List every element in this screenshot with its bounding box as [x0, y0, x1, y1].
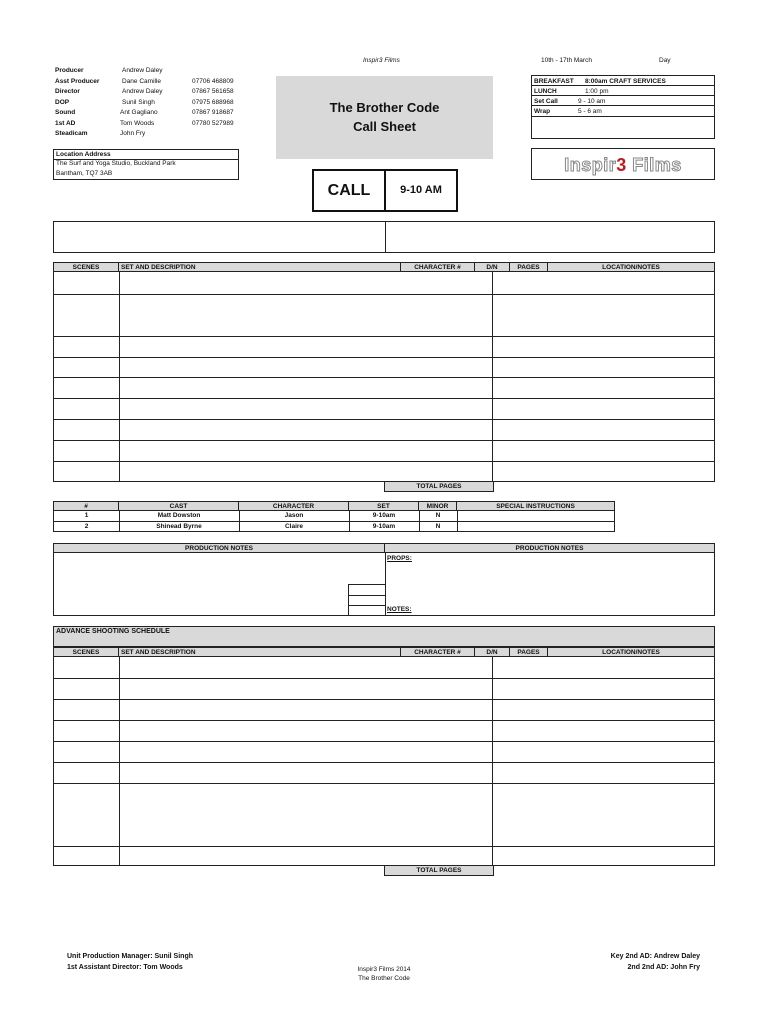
schedule-label: BREAKFAST — [534, 78, 574, 85]
crew-name: Sunil Singh — [122, 98, 155, 106]
cast-set: 9-10am — [372, 512, 396, 519]
col-location-notes: LOCATION/NOTES — [602, 649, 660, 656]
call-time: 9-10 AM — [400, 184, 442, 196]
row-line — [54, 678, 714, 679]
col-scenes: SCENES — [54, 648, 119, 656]
crew-name: Tom Woods — [120, 119, 155, 127]
row-line — [54, 846, 714, 847]
company-logo — [532, 155, 714, 176]
sheet-title: The Brother Code — [329, 100, 440, 115]
schedule-value: 1:00 pm — [585, 88, 609, 95]
row-line — [54, 440, 714, 441]
cast-name: Shinead Byrne — [156, 522, 202, 530]
crew-phone: 07867 561658 — [192, 88, 234, 95]
footer-1st-ad: 1st Assistant Director: Tom Woods — [67, 964, 183, 971]
row-line — [54, 419, 714, 420]
scenes-body — [53, 271, 715, 482]
crew-role: Producer — [55, 67, 84, 74]
col-pages: PAGES — [510, 263, 548, 271]
schedule-label: Wrap — [534, 108, 551, 115]
col-set-description: SET AND DESCRIPTION — [119, 648, 401, 656]
header-company: Inspir3 Films — [363, 57, 400, 64]
col-scenes: SCENES — [54, 263, 119, 271]
cast-body — [53, 510, 615, 532]
col-character: CHARACTER — [239, 502, 349, 510]
location-label: Location Address — [56, 151, 111, 158]
advance-title: ADVANCE SHOOTING SCHEDULE — [56, 628, 170, 635]
col-dn: D/N — [475, 263, 510, 271]
crew-name: Ant Gagliano — [120, 109, 158, 116]
row-line — [349, 595, 385, 596]
call-label: CALL — [314, 171, 386, 210]
crew-role: Asst Producer — [55, 77, 100, 85]
crew-role: Steadicam — [55, 130, 88, 137]
footer-key-2nd-ad: Key 2nd AD: Andrew Daley — [610, 953, 700, 960]
title-box — [276, 76, 493, 159]
row-line — [54, 377, 714, 378]
header-day-label: Day — [659, 57, 671, 64]
row-line — [54, 783, 714, 784]
logo-word-c: Films — [626, 155, 682, 175]
cast-character: Claire — [284, 522, 304, 530]
crew-role: 1st AD — [55, 119, 76, 127]
col-character: CHARACTER # — [401, 648, 475, 656]
col-special: SPECIAL INSTRUCTIONS — [496, 503, 575, 510]
footer-upm: Unit Production Manager: Sunil Singh — [67, 953, 193, 960]
location-line2: Bantham, TQ7 3AB — [56, 170, 113, 177]
schedule-box — [531, 75, 715, 139]
row-line — [54, 741, 714, 742]
col-set: SET — [349, 502, 419, 510]
row-line — [54, 720, 714, 721]
crew-phone: 07975 688968 — [192, 98, 234, 106]
crew-name: Dane Camille — [122, 77, 162, 85]
cast-minor: N — [435, 522, 441, 530]
notes-label: NOTES: — [387, 606, 412, 613]
col-pages: PAGES — [510, 648, 548, 656]
advance-body — [53, 656, 715, 866]
cast-name: Matt Dowston — [157, 512, 201, 519]
location-line1: The Surf and Yoga Studio, Buckland Park — [56, 160, 176, 167]
advance-total-pages-label: TOTAL PAGES — [384, 865, 494, 876]
divider — [385, 553, 386, 615]
cast-num: 2 — [84, 522, 89, 530]
crew-role: DOP — [55, 98, 70, 106]
crew-role: Director — [55, 88, 80, 95]
logo-word-a: Inspir — [564, 155, 617, 175]
location-box — [53, 149, 239, 180]
production-notes-right-title: PRODUCTION NOTES — [515, 545, 584, 552]
col-character: CHARACTER # — [401, 263, 475, 271]
crew-phone: 07706 468809 — [192, 77, 234, 85]
cast-set: 9-10am — [372, 522, 396, 530]
row-line — [54, 294, 714, 295]
footer-company: Inspir3 Films 2014 — [357, 966, 411, 973]
schedule-label: Set Call — [534, 98, 558, 105]
divider — [532, 105, 714, 106]
row-line — [54, 699, 714, 700]
row-line — [54, 461, 714, 462]
logo-digit: 3 — [616, 155, 627, 175]
row-line — [54, 398, 714, 399]
production-notes-left-title: PRODUCTION NOTES — [54, 544, 385, 552]
small-grid — [348, 584, 385, 616]
divider — [492, 657, 493, 865]
props-label: PROPS: — [387, 555, 412, 562]
schedule-label: LUNCH — [534, 88, 557, 95]
logo-box — [531, 148, 715, 180]
row-line — [349, 605, 385, 606]
cast-character: Jason — [284, 512, 304, 519]
col-minor: MINOR — [419, 502, 457, 510]
col-num: # — [54, 502, 119, 510]
crew-name: Andrew Daley — [122, 67, 163, 74]
divider — [385, 222, 386, 252]
divider — [54, 159, 238, 160]
row-line — [54, 762, 714, 763]
col-dn: D/N — [475, 648, 510, 656]
crew-name: Andrew Daley — [122, 88, 163, 95]
row-line — [54, 357, 714, 358]
col-location-notes: LOCATION/NOTES — [602, 264, 660, 271]
cast-minor: N — [435, 512, 441, 519]
divider — [532, 116, 714, 117]
divider — [119, 657, 120, 865]
crew-phone: 07867 918687 — [192, 109, 234, 116]
call-box — [312, 169, 458, 212]
info-box — [53, 221, 715, 253]
schedule-value: 5 - 6 am — [578, 108, 602, 115]
footer-production: The Brother Code — [358, 975, 410, 982]
divider — [532, 85, 714, 86]
divider — [532, 95, 714, 96]
footer-2nd-2nd-ad: 2nd 2nd AD: John Fry — [627, 964, 700, 971]
crew-role: Sound — [55, 109, 76, 116]
crew-phone: 07780 527989 — [192, 119, 234, 127]
col-set-description: SET AND DESCRIPTION — [119, 263, 401, 271]
cast-num: 1 — [84, 512, 89, 519]
schedule-value: 9 - 10 am — [578, 98, 606, 105]
total-pages-label: TOTAL PAGES — [384, 481, 494, 492]
crew-name: John Fry — [120, 130, 146, 137]
schedule-value: 8:00am CRAFT SERVICES — [585, 78, 666, 85]
production-notes-body — [53, 552, 715, 616]
header-dates: 10th - 17th March — [541, 57, 592, 64]
advance-title-bar — [53, 626, 715, 647]
sheet-subtitle: Call Sheet — [353, 119, 416, 134]
row-line — [54, 336, 714, 337]
col-cast: CAST — [119, 502, 239, 510]
